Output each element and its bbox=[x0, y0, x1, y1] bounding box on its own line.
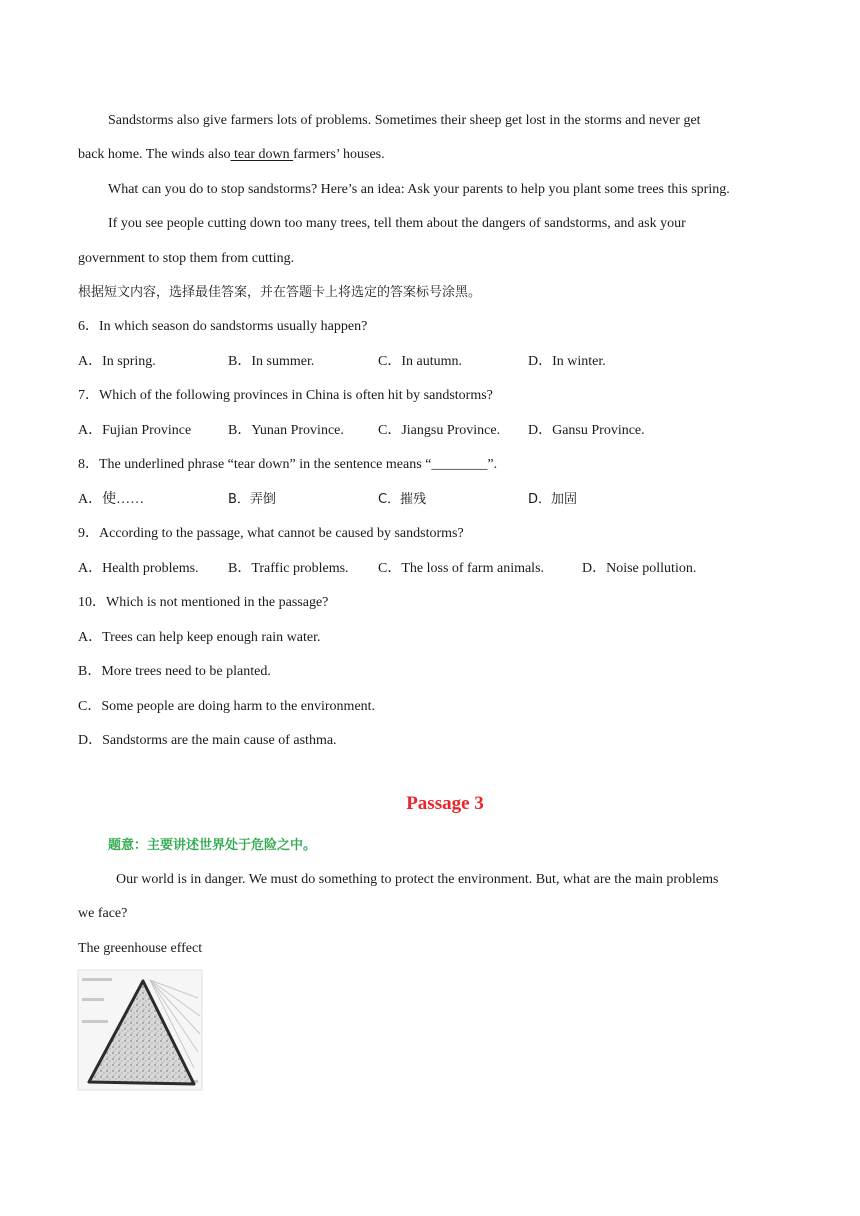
answer-option: C．In autumn. bbox=[378, 354, 462, 369]
answer-option: B．More trees need to be planted. bbox=[78, 664, 271, 679]
greenhouse-effect-image bbox=[76, 968, 204, 1094]
instruction: 根据短文内容，选择最佳答案，并在答题卡上将选定的答案标号涂黑。 bbox=[78, 285, 482, 300]
answer-option: D．Gansu Province. bbox=[528, 423, 645, 438]
answer-option: D．Sandstorms are the main cause of asthma. bbox=[78, 733, 337, 748]
answer-option: C．Some people are doing harm to the environment. bbox=[78, 699, 376, 714]
passage-gist: 题意：主要讲述世界处于危险之中。 bbox=[108, 838, 317, 853]
subheading: The greenhouse effect bbox=[78, 941, 203, 956]
answer-option: C．The loss of farm animals. bbox=[378, 561, 545, 576]
question-stem: 7．Which of the following provinces in China is often hit by sandstorms? bbox=[78, 388, 493, 403]
underlined-phrase: tear down bbox=[230, 147, 294, 162]
paragraph-line: we face? bbox=[78, 906, 128, 921]
paragraph-line bbox=[78, 146, 385, 164]
paragraph-line: Sandstorms also give farmers lots of problems. Sometimes their sheep get lost in the storms and never get bbox=[108, 113, 701, 128]
answer-option: A．In spring. bbox=[78, 354, 156, 369]
paragraph-line: If you see people cutting down too many trees, tell them about the dangers of sandstorms, and ask your bbox=[108, 216, 686, 231]
text-run: back home. The winds also bbox=[78, 147, 231, 162]
answer-option: A．Health problems. bbox=[78, 561, 199, 576]
paragraph-line: government to stop them from cutting. bbox=[78, 251, 295, 266]
answer-option: C．Jiangsu Province. bbox=[378, 423, 501, 438]
paragraph-line: Our world is in danger. We must do something to protect the environment. But, what are the main problems bbox=[116, 872, 719, 887]
answer-option: D．In winter. bbox=[528, 354, 606, 369]
answer-option: B．弄倒 bbox=[228, 492, 276, 507]
answer-option: A．使…… bbox=[78, 492, 145, 507]
text-run: farmers’ houses. bbox=[293, 147, 385, 162]
answer-option: B．Traffic problems. bbox=[228, 561, 349, 576]
answer-option: B．In summer. bbox=[228, 354, 315, 369]
question-stem: 10．Which is not mentioned in the passage? bbox=[78, 595, 329, 610]
answer-option: D．加固 bbox=[528, 492, 578, 507]
answer-option: A．Fujian Province bbox=[78, 423, 192, 438]
passage-title: Passage 3 bbox=[406, 793, 484, 814]
question-stem: 9．According to the passage, what cannot be caused by sandstorms? bbox=[78, 526, 464, 541]
answer-option: C．摧残 bbox=[378, 492, 427, 507]
question-stem: 6．In which season do sandstorms usually happen? bbox=[78, 319, 368, 334]
answer-option: A．Trees can help keep enough rain water. bbox=[78, 630, 321, 645]
question-stem: 8．The underlined phrase “tear down” in the sentence means “________”. bbox=[78, 457, 498, 472]
paragraph-line: What can you do to stop sandstorms? Here’s an idea: Ask your parents to help you plant some trees this spring. bbox=[108, 182, 730, 197]
answer-option: B．Yunan Province. bbox=[228, 423, 344, 438]
answer-option: D．Noise pollution. bbox=[582, 561, 697, 576]
